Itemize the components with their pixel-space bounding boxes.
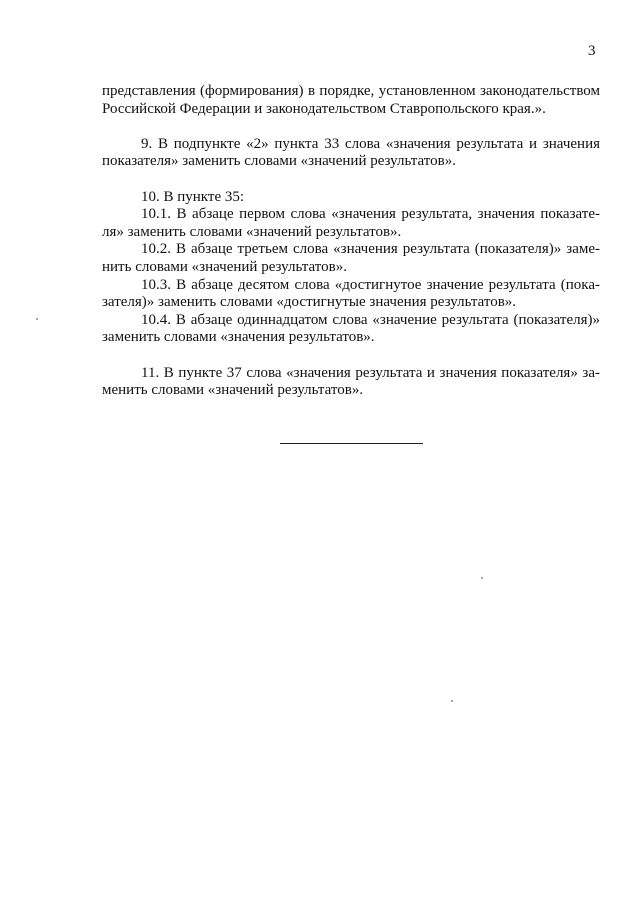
- closing-rule: [280, 443, 423, 444]
- text-line: показателя» заменить словами «значений результатов».: [102, 153, 456, 169]
- text-line: зателя)» заменить словами «достигнутые значения результатов».: [102, 294, 517, 310]
- text-line: 10.2. В абзаце третьем слова «значения результата (показателя)» заме-: [141, 241, 600, 257]
- text-line: ля» заменить словами «значений результатов».: [102, 224, 402, 240]
- scan-speck: [36, 318, 38, 320]
- scan-speck: [481, 577, 483, 579]
- text-line: менить словами «значений результатов».: [102, 382, 364, 398]
- page-number: 3: [588, 43, 596, 59]
- text-line: нить словами «значений результатов».: [102, 259, 347, 275]
- text-line: представления (формирования) в порядке, установленном законодательством: [102, 83, 600, 99]
- text-line: 10.1. В абзаце первом слова «значения результата, значения показате-: [141, 206, 600, 222]
- text-line: заменить словами «значения результатов».: [102, 329, 375, 345]
- text-line: 11. В пункте 37 слова «значения результата и значения показателя» за-: [141, 365, 600, 381]
- text-line: 10.3. В абзаце десятом слова «достигнутое значение результата (пока-: [141, 277, 600, 293]
- text-line: Российской Федерации и законодательством Ставропольского края.».: [102, 101, 546, 117]
- text-line: 9. В подпункте «2» пункта 33 слова «значения результата и значения: [141, 136, 600, 152]
- text-line: 10.4. В абзаце одиннадцатом слова «значение результата (показателя)»: [141, 312, 600, 328]
- scan-speck: [451, 700, 453, 702]
- item-10-heading: 10. В пункте 35:: [141, 189, 245, 205]
